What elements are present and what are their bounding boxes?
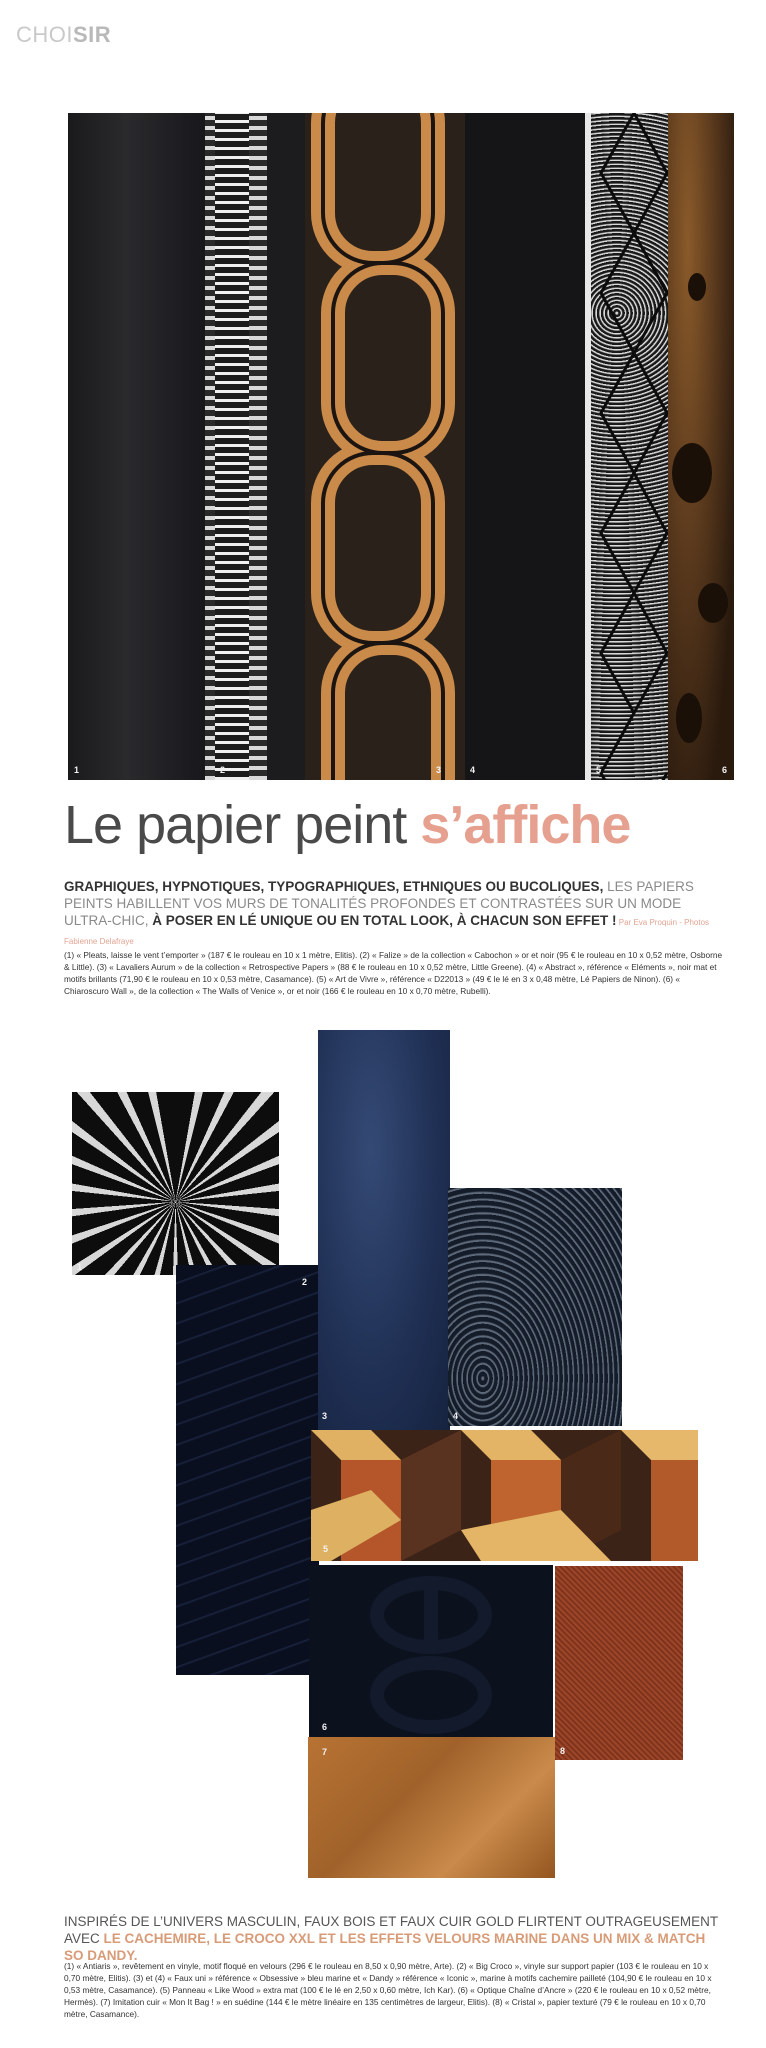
wallpaper-big-croco — [176, 1265, 319, 1675]
item-number: 4 — [470, 765, 476, 775]
deck-soft: LES PAPIERS PEINTS HABILLENT VOS MURS DE TONALITÉS PROFONDES ET CONTRASTÉES SUR UN MODE ULTRA-CHIC, — [64, 879, 694, 928]
wallpaper-strip-falize — [205, 113, 267, 780]
wallpaper-strip-pleats — [68, 113, 213, 780]
anchor-chain-pattern — [309, 1565, 553, 1739]
article-title — [64, 795, 630, 855]
wallpaper-strip-dark — [267, 113, 305, 780]
wallpaper-mon-it-bag — [308, 1737, 555, 1878]
section-tag — [16, 22, 111, 48]
chain-pattern — [305, 113, 465, 780]
article-deck — [64, 878, 724, 950]
deck2-accent: LE CACHEMIRE, LE CROCO XXL ET LES EFFETS VELOURS MARINE DANS UN MIX & MATCH SO DANDY. — [64, 1931, 706, 1963]
item-number: 6 — [322, 1722, 328, 1732]
wallpaper-chaine-dancre — [309, 1565, 553, 1739]
title-part-1: Le papier peint — [64, 795, 421, 855]
deck-bold-2: À POSER EN LÉ UNIQUE OU EN TOTAL LOOK, À CHACUN SON EFFET ! — [148, 913, 617, 928]
article-deck-2 — [64, 1913, 724, 1964]
item-number: 8 — [560, 1746, 566, 1756]
item-number: 4 — [453, 1411, 459, 1421]
item-number: 5 — [596, 765, 602, 775]
photo-credit: Par Eva Proquin - Photos Fabienne Delafraye — [64, 918, 710, 946]
item-number: 3 — [436, 765, 442, 775]
item-number: 1 — [77, 1262, 83, 1272]
wallpaper-dandy — [448, 1188, 622, 1426]
product-caption-1: (1) « Pleats, laisse le vent t’emporter » (187 € le rouleau en 10 x 1 mètre, Elitis). (2) « Falize » de la collection « Cabochon » or et noir (95 € le rouleau en 10 x 0,52 mètre, Osborne & Little). (3) « Lavaliers Aurum » de la collection « Retrospective Papers » (88 € le rouleau en 10 x 0,52 mètre, Little Greene). (4) « Abstract », référence « Eléments », noir mat et motifs brillants (71,90 € le rouleau en 10 x 0,53 mètre, Casamance). (5) « Art de Vivre », référence « D22013 » (49 € le lé en 3 x 0,48 mètre, Lé Papiers de Ninon). (6) « Chiaroscuro Wall », de la collection « The Walls of Venice », or et noir (166 € le rouleau en 10 x 0,70 mètre, Rubelli). — [64, 950, 723, 996]
item-number: 3 — [322, 1411, 328, 1421]
wallpaper-collage-top — [68, 113, 734, 780]
wallpaper-strip-lavaliers — [305, 113, 465, 780]
item-number: 1 — [74, 765, 80, 775]
wallpaper-strip-chiaroscuro — [668, 113, 734, 780]
item-number: 2 — [220, 765, 226, 775]
wallpaper-obsessive — [318, 1030, 450, 1430]
wallpaper-like-wood — [311, 1430, 698, 1561]
section-tag-b: SIR — [73, 22, 112, 47]
section-tag-a: CHOI — [16, 22, 73, 47]
wood-cube-pattern — [311, 1430, 698, 1561]
item-number: 7 — [322, 1747, 328, 1757]
deck-bold: GRAPHIQUES, HYPNOTIQUES, TYPOGRAPHIQUES, ETHNIQUES OU BUCOLIQUES, — [64, 879, 604, 894]
wallpaper-strip-abstract — [465, 113, 585, 780]
item-number: 6 — [722, 765, 728, 775]
wallpaper-strip-art-de-vivre — [591, 113, 677, 780]
title-part-2: s’affiche — [420, 795, 631, 855]
product-caption-2: (1) « Antiaris », revêtement en vinyle, motif floqué en velours (296 € le rouleau en 8,50 x 0,90 mètre, Arte). (2) « Big Croco », vinyle sur support papier (103 € le rouleau en 10 x 0,70 mètre, Elitis). (3) et (4) « Faux uni » référence « Obsessive » bleu marine et « Dandy » référence « Iconic », marine à motifs cachemire pailleté (104,90 € le rouleau en 10 x 0,53 mètre, Casamance). (5) Panneau « Like Wood » extra mat (100 € le lé en 2,50 x 0,60 mètre, Ich Kar). (6) « Optique Chaîne d’Ancre » (220 € le rouleau en 10 x 0,52 mètre, Hermès). (7) Imitation cuir « Mon It Bag ! » en suédine (144 € le mètre linéaire en 135 centimètres de largeur, Elitis). (8) « Cristal », papier texturé (79 € le rouleau en 10 x 0,70 mètre, Casamance). — [64, 1961, 712, 2019]
deck2-soft: INSPIRÉS DE L’UNIVERS MASCULIN, FAUX BOIS ET FAUX CUIR GOLD FLIRTENT OUTRAGEUSEMENT AVEC — [64, 1914, 718, 1946]
hex-lines-pattern — [591, 113, 677, 780]
wallpaper-antiaris — [72, 1092, 279, 1275]
item-number: 5 — [323, 1544, 329, 1554]
item-number: 2 — [302, 1277, 308, 1287]
wallpaper-cristal — [555, 1566, 683, 1760]
